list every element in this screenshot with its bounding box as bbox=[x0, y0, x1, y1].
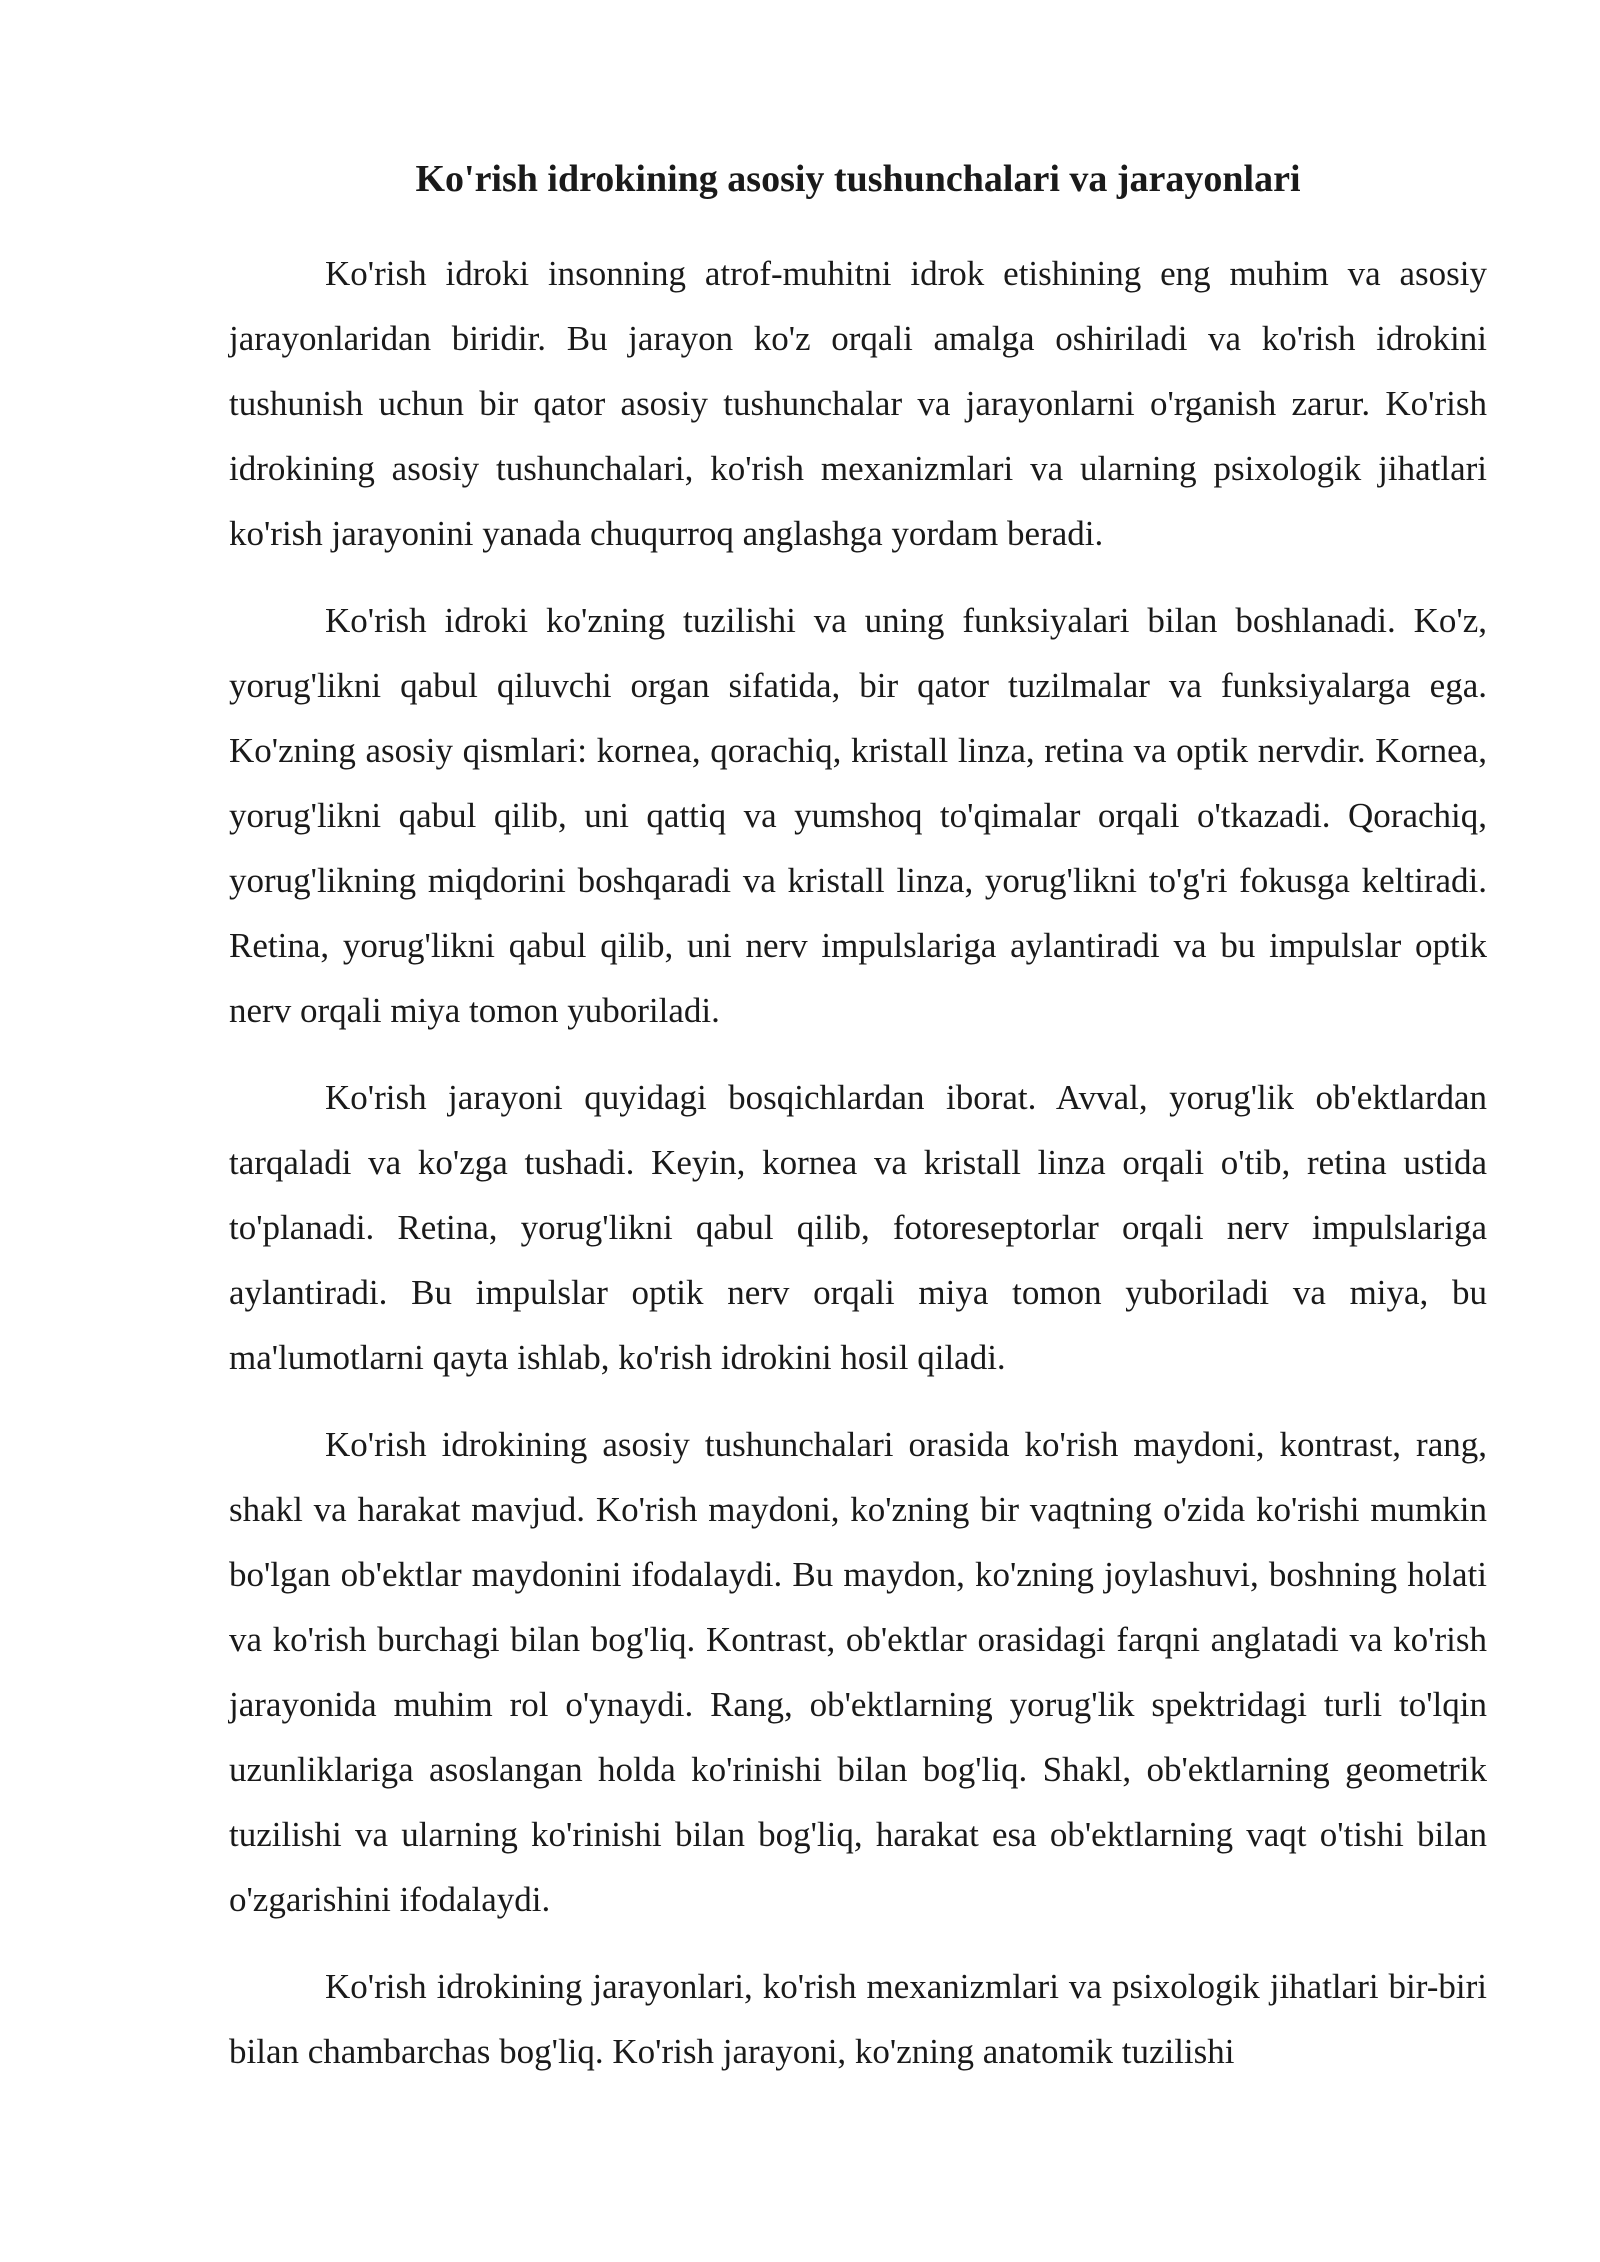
paragraph-4: Ko'rish idrokining asosiy tushunchalari orasida ko'rish maydoni, kontrast, rang, shakl va harakat mavjud. Ko'rish maydoni, ko'zning bir vaqtning o'zida ko'rishi mumkin bo'lgan ob'ektlar maydonini ifodalaydi. Bu maydon, ko'zning joylashuvi, boshning holati va ko'rish burchagi bilan bog'liq. Kontrast, ob'ektlar orasidagi farqni anglatadi va ko'rish jarayonida muhim rol o'ynaydi. Rang, ob'ektlarning yorug'lik spektridagi turli to'lqin uzunliklariga asoslangan holda ko'rinishi bilan bog'liq. Shakl, ob'ektlarning geometrik tuzilishi va ularning ko'rinishi bilan bog'liq, harakat esa ob'ektlarning vaqt o'tishi bilan o'zgarishini ifodalaydi. bbox=[229, 1425, 1487, 1919]
document-title: Ko'rish idrokining asosiy tushunchalari va jarayonlari bbox=[415, 158, 1301, 200]
paragraph-2: Ko'rish idroki ko'zning tuzilishi va uning funksiyalari bilan boshlanadi. Ko'z, yorug'likni qabul qiluvchi organ sifatida, bir qator tuzilmalar va funksiyalarga ega. Ko'zning asosiy qismlari: kornea, qorachiq, kristall linza, retina va optik nervdir. Kornea, yorug'likni qabul qilib, uni qattiq va yumshoq to'qimalar orqali o'tkazadi. Qorachiq, yorug'likning miqdorini boshqaradi va kristall linza, yorug'likni to'g'ri fokusga keltiradi. Retina, yorug'likni qabul qilib, uni nerv impulslariga aylantiradi va bu impulslar optik nerv orqali miya tomon yuboriladi. bbox=[229, 601, 1487, 1030]
paragraph-3: Ko'rish jarayoni quyidagi bosqichlardan iborat. Avval, yorug'lik ob'ektlardan tarqaladi va ko'zga tushadi. Keyin, kornea va kristall linza orqali o'tib, retina ustida to'planadi. Retina, yorug'likni qabul qilib, fotoreseptorlar orqali nerv impulslariga aylantiradi. Bu impulslar optik nerv orqali miya tomon yuboriladi va miya, bu ma'lumotlarni qayta ishlab, ko'rish idrokini hosil qiladi. bbox=[229, 1078, 1487, 1377]
paragraph-1: Ko'rish idroki insonning atrof-muhitni idrok etishining eng muhim va asosiy jarayonlaridan biridir. Bu jarayon ko'z orqali amalga oshiriladi va ko'rish idrokini tushunish uchun bir qator asosiy tushunchalar va jarayonlarni o'rganish zarur. Ko'rish idrokining asosiy tushunchalari, ko'rish mexanizmlari va ularning psixologik jihatlari ko'rish jarayonini yanada chuqurroq anglashga yordam beradi. bbox=[229, 254, 1487, 553]
document-page bbox=[229, 150, 1487, 2106]
paragraph-5: Ko'rish idrokining jarayonlari, ko'rish mexanizmlari va psixologik jihatlari bir-biri bilan chambarchas bog'liq. Ko'rish jarayoni, ko'zning anatomik tuzilishi bbox=[229, 1967, 1487, 2071]
